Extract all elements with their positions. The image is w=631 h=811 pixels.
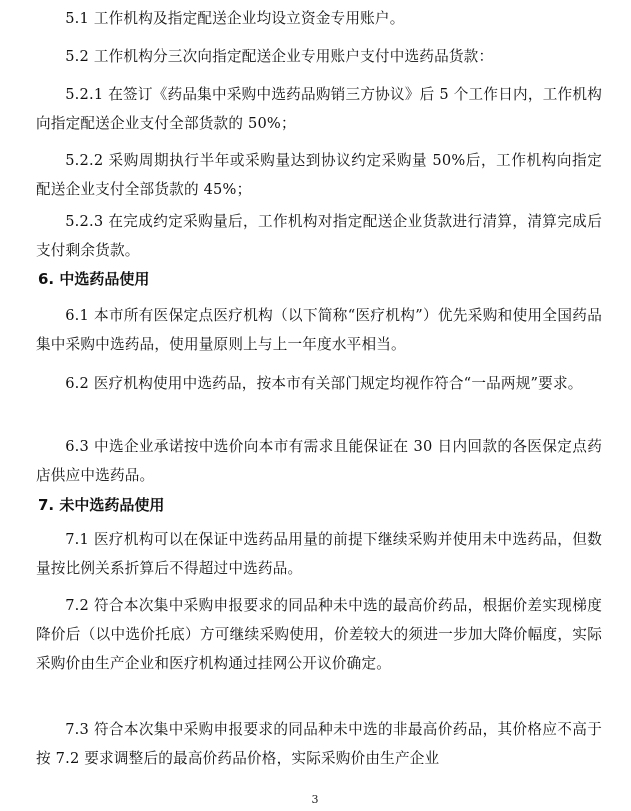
paragraph-6-3: 6.3 中选企业承诺按中选价向本市有需求且能保证在 30 日内回款的各医保定点药店供应中选药品。: [36, 438, 602, 484]
paragraph-6-1: 6.1 本市所有医保定点医疗机构（以下简称“医疗机构”）优先采购和使用全国药品集中采购中选药品，使用量原则上与上一年度水平相当。: [36, 307, 602, 353]
paragraph-5-2: 5.2 工作机构分三次向指定配送企业专用账户支付中选药品货款：: [65, 48, 494, 65]
paragraph-5-2-3: 5.2.3 在完成约定采购量后，工作机构对指定配送企业货款进行清算，清算完成后支付剩余货款。: [36, 213, 602, 259]
page-number: 3: [311, 793, 319, 806]
paragraph-5-1: 5.1 工作机构及指定配送企业均设立资金专用账户。: [65, 10, 405, 27]
section-heading-7: 7. 未中选药品使用: [38, 496, 165, 514]
paragraph-5-2-1: 5.2.1 在签订《药品集中采购中选药品购销三方协议》后 5 个工作日内，工作机构向指定配送企业支付全部货款的 50%；: [36, 86, 602, 132]
section-heading-6: 6. 中选药品使用: [38, 270, 150, 288]
paragraph-7-3: 7.3 符合本次集中采购申报要求的同品种未中选的非最高价药品，其价格应不高于按 7.2 要求调整后的最高价药品价格，实际采购价由生产企业: [36, 721, 602, 767]
paragraph-7-2: 7.2 符合本次集中采购申报要求的同品种未中选的最高价药品，根据价差实现梯度降价后（以中选价托底）方可继续采购使用，价差较大的须进一步加大降价幅度，实际采购价由生产企业和医疗机构通过挂网公开议价确定。: [36, 597, 602, 672]
paragraph-7-1: 7.1 医疗机构可以在保证中选药品用量的前提下继续采购并使用未中选药品，但数量按比例关系折算后不得超过中选药品。: [36, 531, 602, 577]
paragraph-6-2: 6.2 医疗机构使用中选药品，按本市有关部门规定均视作符合“一品两规”要求。: [65, 375, 583, 392]
paragraph-5-2-2: 5.2.2 采购周期执行半年或采购量达到协议约定采购量 50%后，工作机构向指定配送企业支付全部货款的 45%；: [36, 152, 602, 198]
